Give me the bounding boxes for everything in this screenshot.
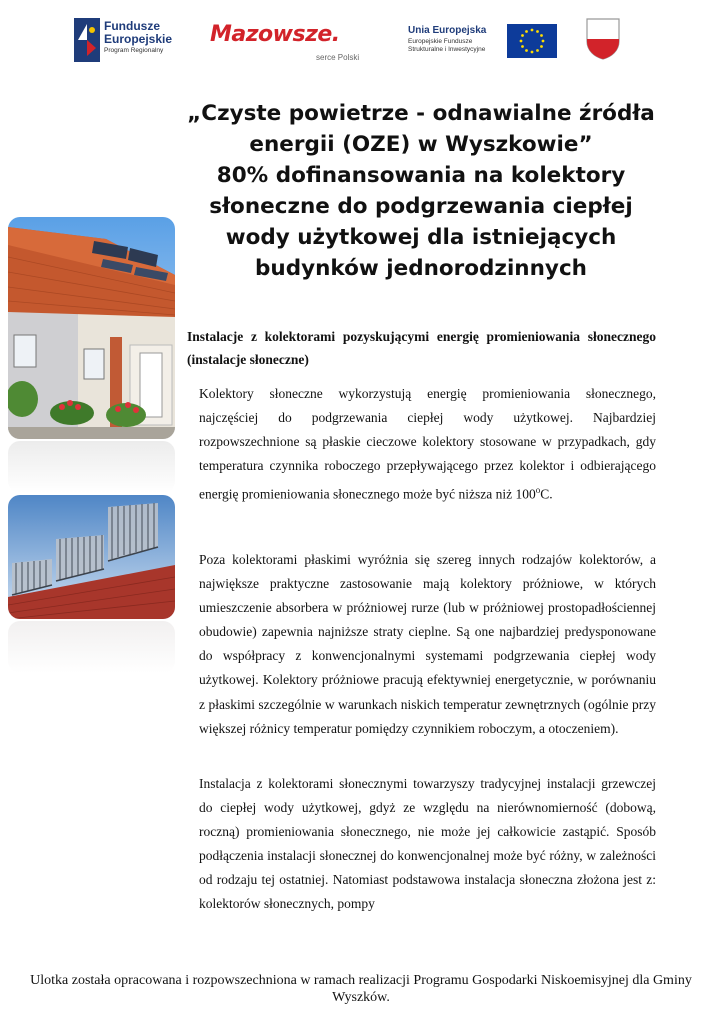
paragraph-vacuum-collectors: Poza kolektorami płaskimi wyróżnia się szereg innych rodzajów kolektorów, a największe praktyczne zastosowanie mają kolektory próżniowe, w których umieszczenie absorbera w próżniowej rurze (lub w próżniowej prostopadłościennej obudowie) zapewnia najniższe straty cieplne. Są one najbardziej predysponowane do współpracy z konwencjonalnymi systemami podgrzewania ciepłej wody użytkowej. Kolektory próżniowe pracują efektywniej energetycznie, w porównaniu z płaskimi szczególnie w warunkach niskich temperatur zewnętrznych (ogólnie przy większej różnicy temperatur pomiędzy czynnikiem roboczym, a otoczeniem). — [199, 552, 656, 736]
mazowsze-wordmark: Mazowsze. — [210, 22, 340, 47]
paragraph-suffix: C. — [540, 486, 553, 502]
footer-note: Ulotka została opracowana i rozpowszechniona w ramach realizacji Programu Gospodarki Niskoemisyjnej dla Gminy Wyszków. — [30, 973, 692, 1005]
mazowsze-tagline: serce Polski — [316, 53, 360, 62]
fe-logo-line1: Fundusze — [104, 19, 160, 33]
title-line: energii (OZE) w Wyszkowie” — [249, 132, 593, 157]
degree-superscript: o — [535, 485, 541, 496]
ue-logo-line2: Europejskie Fundusze — [408, 38, 473, 45]
paragraph-text: Kolektory słoneczne wykorzystują energię promieniowania słonecznego, najczęściej do podgrzewania ciepłej wody użytkowej. Najbardziej rozpowszechnione są płaskie cieczowe kolektory stosowane w przypadkach, gdy temperatura czynnika roboczego przepływającego przez kolektor i odbierającego energię promieniowania słonecznego może być niższa niż 100 — [199, 386, 656, 502]
title-line: słoneczne do podgrzewania ciepłej — [209, 194, 633, 219]
fe-logo-text — [104, 20, 172, 55]
fe-logo-line2: Europejskie — [104, 32, 173, 46]
unia-europejska-logo — [408, 22, 560, 64]
mazowsze-logo — [210, 22, 382, 64]
coat-of-arms-icon — [585, 17, 621, 61]
vacuum-tube-collectors-photo — [8, 495, 175, 619]
ue-logo-text — [408, 24, 486, 54]
fe-flag-icon — [74, 18, 100, 62]
house-photo-reflection — [8, 441, 175, 493]
section-heading: Instalacje z kolektorami pozyskującymi energię promieniowania słonecznego (instalacje słoneczne) — [187, 329, 656, 367]
ue-logo-line1: Unia Europejska — [408, 25, 487, 36]
vacuum-photo-reflection — [8, 621, 175, 673]
fundusze-europejskie-logo — [74, 16, 194, 64]
paragraph-installation: Instalacja z kolektorami słonecznymi towarzyszy tradycyjnej instalacji grzewczej do ciepłej wody użytkowej, gdyż ze względu na nierównomierność (dobową, roczną) promieniowania słonecznego, nie może jej całkowicie zastąpić. Sposób podłączenia instalacji słonecznej do konwencjonalnej może być różny, w zależności od rodzaju tej ostatniej. Natomiast podstawowa instalacja słoneczna złożona jest z: kolektorów słonecznych, pompy — [199, 776, 656, 912]
fe-logo-line3: Program Regionalny — [104, 47, 164, 54]
logo-bar — [0, 0, 725, 75]
eu-flag-icon — [507, 24, 557, 58]
ue-logo-line3: Strukturalne i Inwestycyjne — [408, 46, 486, 53]
leaflet-title — [175, 98, 667, 284]
title-line: 80% dofinansowania na kolektory — [216, 163, 626, 188]
title-line: „Czyste powietrze - odnawialne źródła — [187, 101, 655, 126]
paragraph-flat-collectors — [199, 382, 656, 507]
title-line: budynków jednorodzinnych — [255, 256, 587, 281]
house-solar-roof-photo — [8, 217, 175, 439]
title-line: wody użytkowej dla istniejących — [225, 225, 617, 250]
